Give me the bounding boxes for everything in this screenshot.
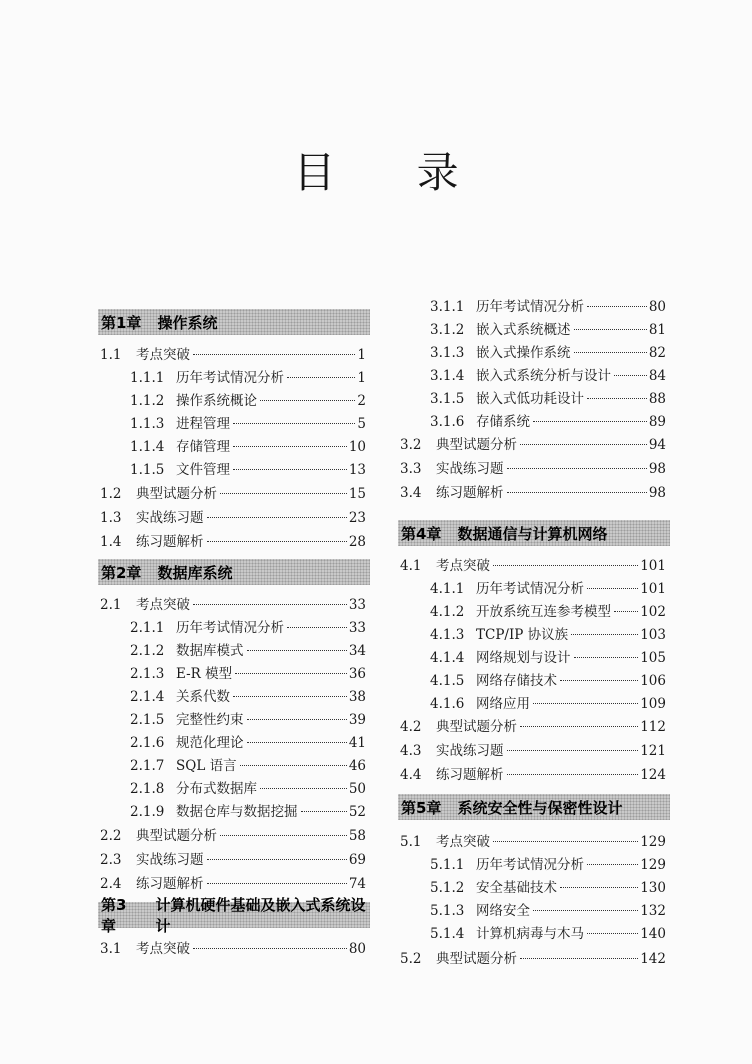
toc-section-entry[interactable] <box>100 531 366 553</box>
entry-number: 5.1.4 <box>430 926 465 942</box>
page-number: 102 <box>640 604 666 620</box>
entry-title: 考点突破 <box>136 597 190 613</box>
entry-number: 4.4 <box>400 767 422 783</box>
entry-title: 嵌入式系统概述 <box>476 322 571 338</box>
page-number: 129 <box>640 857 666 873</box>
toc-subsection-entry[interactable] <box>430 342 666 364</box>
dot-leader <box>207 541 347 542</box>
dot-leader <box>533 703 638 704</box>
entry-title: 考点突破 <box>136 941 190 957</box>
entry-number: 3.1.4 <box>430 368 465 384</box>
entry-title: 嵌入式低功耗设计 <box>476 391 584 407</box>
entry-title: 实战练习题 <box>436 743 504 759</box>
dot-leader <box>571 634 638 635</box>
toc-section-entry[interactable] <box>100 344 366 366</box>
entry-title: 考点突破 <box>436 834 490 850</box>
entry-title: 典型试题分析 <box>436 437 517 453</box>
page-number: 98 <box>648 461 666 477</box>
toc-subsection-entry[interactable] <box>130 367 366 389</box>
page-number: 13 <box>348 462 366 478</box>
dot-leader <box>587 864 638 865</box>
toc-section-entry[interactable] <box>400 482 666 504</box>
toc-subsection-entry[interactable] <box>130 778 366 800</box>
chapter-number: 第5章 <box>401 798 442 817</box>
entry-number: 2.1.4 <box>130 689 165 705</box>
dot-leader <box>560 887 638 888</box>
dot-leader <box>574 352 647 353</box>
toc-subsection-entry[interactable] <box>130 663 366 685</box>
dot-leader <box>507 774 639 775</box>
chapter-title: 操作系统 <box>157 313 218 332</box>
page-number: 84 <box>648 368 666 384</box>
entry-number: 3.4 <box>400 485 422 501</box>
dot-leader <box>233 446 347 447</box>
toc-subsection-entry[interactable] <box>430 296 666 318</box>
chapter-title: 数据通信与计算机网络 <box>457 524 608 543</box>
toc-section-entry[interactable] <box>400 458 666 480</box>
entry-title: 实战练习题 <box>136 510 204 526</box>
toc-subsection-entry[interactable] <box>130 617 366 639</box>
entry-title: E-R 模型 <box>176 666 233 682</box>
page-number: 142 <box>640 951 666 967</box>
dot-leader <box>220 835 347 836</box>
entry-title: 网络应用 <box>476 696 530 712</box>
page-number: 82 <box>648 345 666 361</box>
toc-subsection-entry[interactable] <box>430 877 666 899</box>
chapter-number: 第1章 <box>101 313 142 332</box>
entry-title: 进程管理 <box>176 416 230 432</box>
entry-title: 关系代数 <box>176 689 230 705</box>
entry-number: 4.1 <box>400 558 422 574</box>
page-number: 124 <box>640 767 666 783</box>
entry-number: 1.3 <box>100 510 122 526</box>
dot-leader <box>587 933 638 934</box>
toc-subsection-entry[interactable] <box>430 624 666 646</box>
chapter-heading[interactable] <box>98 896 370 935</box>
page-number: 41 <box>348 735 366 751</box>
entry-number: 5.1.3 <box>430 903 465 919</box>
page-number: 101 <box>640 558 666 574</box>
entry-title: 考点突破 <box>136 347 190 363</box>
entry-title: 存储系统 <box>476 414 530 430</box>
toc-subsection-entry[interactable] <box>130 436 366 458</box>
toc-subsection-entry[interactable] <box>430 319 666 341</box>
entry-number: 4.1.1 <box>430 581 465 597</box>
toc-section-entry[interactable] <box>400 716 666 738</box>
dot-leader <box>520 444 647 445</box>
chapter-heading[interactable] <box>398 520 670 546</box>
entry-number: 2.1.3 <box>130 666 165 682</box>
entry-number: 4.1.4 <box>430 650 465 666</box>
entry-number: 4.1.6 <box>430 696 465 712</box>
entry-number: 3.3 <box>400 461 422 477</box>
toc-section-entry[interactable] <box>400 948 666 970</box>
entry-title: 练习题解析 <box>136 876 204 892</box>
entry-number: 4.1.3 <box>430 627 465 643</box>
chapter-number: 第2章 <box>101 563 142 582</box>
page-number: 1 <box>357 370 366 386</box>
dot-leader <box>574 329 647 330</box>
page-number: 101 <box>640 581 666 597</box>
toc-subsection-entry[interactable] <box>430 365 666 387</box>
entry-title: 练习题解析 <box>436 767 504 783</box>
toc-section-entry[interactable] <box>100 825 366 847</box>
entry-number: 3.1 <box>100 941 122 957</box>
toc-subsection-entry[interactable] <box>430 923 666 945</box>
chapter-title: 系统安全性与保密性设计 <box>457 798 623 817</box>
entry-title: 开放系统互连参考模型 <box>476 604 611 620</box>
page-number: 5 <box>357 416 366 432</box>
page-number: 106 <box>640 673 666 689</box>
dot-leader <box>507 492 647 493</box>
dot-leader <box>614 375 647 376</box>
entry-number: 3.1.1 <box>430 299 465 315</box>
page-number: 69 <box>348 852 366 868</box>
dot-leader <box>233 423 355 424</box>
chapter-title: 计算机硬件基础及嵌入式系统设计 <box>155 896 366 935</box>
entry-title: 实战练习题 <box>436 461 504 477</box>
dot-leader <box>614 611 638 612</box>
dot-leader <box>520 958 638 959</box>
toc-subsection-entry[interactable] <box>130 709 366 731</box>
entry-title: 实战练习题 <box>136 852 204 868</box>
dot-leader <box>207 859 347 860</box>
dot-leader <box>533 910 638 911</box>
chapter-title: 数据库系统 <box>157 563 233 582</box>
dot-leader <box>235 673 347 674</box>
page-number: 74 <box>348 876 366 892</box>
entry-title: 历年考试情况分析 <box>176 620 284 636</box>
entry-title: 考点突破 <box>436 558 490 574</box>
toc-subsection-entry[interactable] <box>430 411 666 433</box>
page-number: 80 <box>648 299 666 315</box>
entry-number: 1.1.3 <box>130 416 165 432</box>
entry-title: 典型试题分析 <box>436 951 517 967</box>
dot-leader <box>207 517 347 518</box>
toc-subsection-entry[interactable] <box>430 578 666 600</box>
entry-title: 典型试题分析 <box>436 719 517 735</box>
dot-leader <box>493 841 638 842</box>
entry-number: 4.2 <box>400 719 422 735</box>
page-number: 36 <box>348 666 366 682</box>
entry-title: TCP/IP 协议族 <box>476 627 569 643</box>
toc-subsection-entry[interactable] <box>130 686 366 708</box>
entry-title: 文件管理 <box>176 462 230 478</box>
entry-number: 2.4 <box>100 876 122 892</box>
entry-number: 1.1.2 <box>130 393 165 409</box>
page-number: 129 <box>640 834 666 850</box>
dot-leader <box>560 680 638 681</box>
entry-title: 规范化理论 <box>176 735 244 751</box>
toc-subsection-entry[interactable] <box>130 732 366 754</box>
page-number: 2 <box>357 393 366 409</box>
entry-number: 2.1.8 <box>130 781 165 797</box>
page-number: 23 <box>348 510 366 526</box>
entry-title: 历年考试情况分析 <box>176 370 284 386</box>
entry-title: 历年考试情况分析 <box>476 857 584 873</box>
dot-leader <box>493 565 638 566</box>
entry-number: 5.2 <box>400 951 422 967</box>
toc-subsection-entry[interactable] <box>130 459 366 481</box>
entry-title: 嵌入式系统分析与设计 <box>476 368 611 384</box>
toc-subsection-entry[interactable] <box>130 640 366 662</box>
toc-subsection-entry[interactable] <box>430 601 666 623</box>
entry-number: 3.1.5 <box>430 391 465 407</box>
page-number: 112 <box>640 719 666 735</box>
dot-leader <box>301 811 347 812</box>
entry-number: 5.1.2 <box>430 880 465 896</box>
chapter-heading[interactable] <box>98 309 370 335</box>
page-number: 38 <box>348 689 366 705</box>
entry-number: 2.1.1 <box>130 620 165 636</box>
dot-leader <box>233 469 347 470</box>
entry-title: 练习题解析 <box>436 485 504 501</box>
page-number: 132 <box>640 903 666 919</box>
entry-title: 网络安全 <box>476 903 530 919</box>
page-number: 50 <box>348 781 366 797</box>
entry-number: 1.1 <box>100 347 122 363</box>
dot-leader <box>507 468 647 469</box>
dot-leader <box>287 627 347 628</box>
entry-number: 1.1.5 <box>130 462 165 478</box>
dot-leader <box>287 377 355 378</box>
entry-title: 历年考试情况分析 <box>476 581 584 597</box>
entry-number: 1.4 <box>100 534 122 550</box>
page-number: 1 <box>357 347 366 363</box>
page-title: 目 录 <box>293 148 493 197</box>
toc-section-entry[interactable] <box>100 507 366 529</box>
page-number: 88 <box>648 391 666 407</box>
page-number: 105 <box>640 650 666 666</box>
dot-leader <box>220 493 347 494</box>
toc-subsection-entry[interactable] <box>430 854 666 876</box>
dot-leader <box>193 948 347 949</box>
entry-number: 4.1.5 <box>430 673 465 689</box>
toc-subsection-entry[interactable] <box>430 693 666 715</box>
entry-title: 历年考试情况分析 <box>476 299 584 315</box>
toc-subsection-entry[interactable] <box>130 755 366 777</box>
chapter-number: 第3章 <box>101 896 127 935</box>
dot-leader <box>233 696 347 697</box>
entry-title: 网络规划与设计 <box>476 650 571 666</box>
entry-title: 网络存储技术 <box>476 673 557 689</box>
dot-leader <box>247 650 347 651</box>
entry-number: 1.2 <box>100 486 122 502</box>
entry-title: 数据仓库与数据挖掘 <box>176 804 298 820</box>
entry-title: 计算机病毒与木马 <box>476 926 584 942</box>
toc-subsection-entry[interactable] <box>430 900 666 922</box>
entry-number: 2.1.7 <box>130 758 165 774</box>
chapter-heading[interactable] <box>98 559 370 585</box>
page-number: 52 <box>348 804 366 820</box>
dot-leader <box>533 421 647 422</box>
entry-number: 3.2 <box>400 437 422 453</box>
page-number: 33 <box>348 597 366 613</box>
dot-leader <box>587 398 647 399</box>
dot-leader <box>260 788 347 789</box>
dot-leader <box>587 306 647 307</box>
page-number: 109 <box>640 696 666 712</box>
entry-number: 3.1.3 <box>430 345 465 361</box>
page-number: 81 <box>648 322 666 338</box>
chapter-heading[interactable] <box>398 794 670 820</box>
dot-leader <box>193 604 347 605</box>
toc-section-entry[interactable] <box>400 555 666 577</box>
entry-number: 2.1.6 <box>130 735 165 751</box>
chapter-number: 第4章 <box>401 524 442 543</box>
page-number: 80 <box>348 941 366 957</box>
page-number: 33 <box>348 620 366 636</box>
entry-title: 典型试题分析 <box>136 828 217 844</box>
entry-number: 5.1.1 <box>430 857 465 873</box>
toc-subsection-entry[interactable] <box>130 390 366 412</box>
page-number: 28 <box>348 534 366 550</box>
page-number: 10 <box>348 439 366 455</box>
toc-section-entry[interactable] <box>400 740 666 762</box>
entry-title: 操作系统概论 <box>176 393 257 409</box>
toc-section-entry[interactable] <box>100 938 366 960</box>
entry-number: 4.3 <box>400 743 422 759</box>
toc-section-entry[interactable] <box>400 831 666 853</box>
toc-section-entry[interactable] <box>400 764 666 786</box>
page-number: 98 <box>648 485 666 501</box>
toc-subsection-entry[interactable] <box>430 647 666 669</box>
page-number: 121 <box>640 743 666 759</box>
entry-title: 分布式数据库 <box>176 781 257 797</box>
toc-section-entry[interactable] <box>100 873 366 895</box>
toc-section-entry[interactable] <box>100 849 366 871</box>
entry-title: 安全基础技术 <box>476 880 557 896</box>
toc-subsection-entry[interactable] <box>430 388 666 410</box>
dot-leader <box>507 750 639 751</box>
entry-number: 2.3 <box>100 852 122 868</box>
entry-number: 3.1.6 <box>430 414 465 430</box>
entry-number: 1.1.1 <box>130 370 165 386</box>
entry-number: 2.2 <box>100 828 122 844</box>
dot-leader <box>520 726 638 727</box>
entry-number: 3.1.2 <box>430 322 465 338</box>
entry-title: SQL 语言 <box>176 758 237 774</box>
entry-title: 练习题解析 <box>136 534 204 550</box>
page-number: 103 <box>640 627 666 643</box>
dot-leader <box>240 765 347 766</box>
entry-number: 1.1.4 <box>130 439 165 455</box>
page-number: 58 <box>348 828 366 844</box>
page-number: 34 <box>348 643 366 659</box>
entry-number: 5.1 <box>400 834 422 850</box>
entry-number: 4.1.2 <box>430 604 465 620</box>
entry-title: 完整性约束 <box>176 712 244 728</box>
dot-leader <box>247 719 347 720</box>
entry-number: 2.1.5 <box>130 712 165 728</box>
toc-section-entry[interactable] <box>100 594 366 616</box>
page-number: 15 <box>348 486 366 502</box>
dot-leader <box>207 883 347 884</box>
entry-title: 嵌入式操作系统 <box>476 345 571 361</box>
toc-subsection-entry[interactable] <box>430 670 666 692</box>
entry-number: 2.1.2 <box>130 643 165 659</box>
toc-section-entry[interactable] <box>400 434 666 456</box>
toc-subsection-entry[interactable] <box>130 801 366 823</box>
page-number: 89 <box>648 414 666 430</box>
entry-number: 2.1.9 <box>130 804 165 820</box>
page-number: 130 <box>640 880 666 896</box>
dot-leader <box>260 400 355 401</box>
page-number: 140 <box>640 926 666 942</box>
page-number: 94 <box>648 437 666 453</box>
dot-leader <box>247 742 347 743</box>
dot-leader <box>193 354 355 355</box>
toc-subsection-entry[interactable] <box>130 413 366 435</box>
dot-leader <box>587 588 638 589</box>
entry-title: 存储管理 <box>176 439 230 455</box>
entry-title: 典型试题分析 <box>136 486 217 502</box>
page-number: 39 <box>348 712 366 728</box>
page-number: 46 <box>348 758 366 774</box>
dot-leader <box>574 657 639 658</box>
toc-section-entry[interactable] <box>100 483 366 505</box>
entry-number: 2.1 <box>100 597 122 613</box>
entry-title: 数据库模式 <box>176 643 244 659</box>
